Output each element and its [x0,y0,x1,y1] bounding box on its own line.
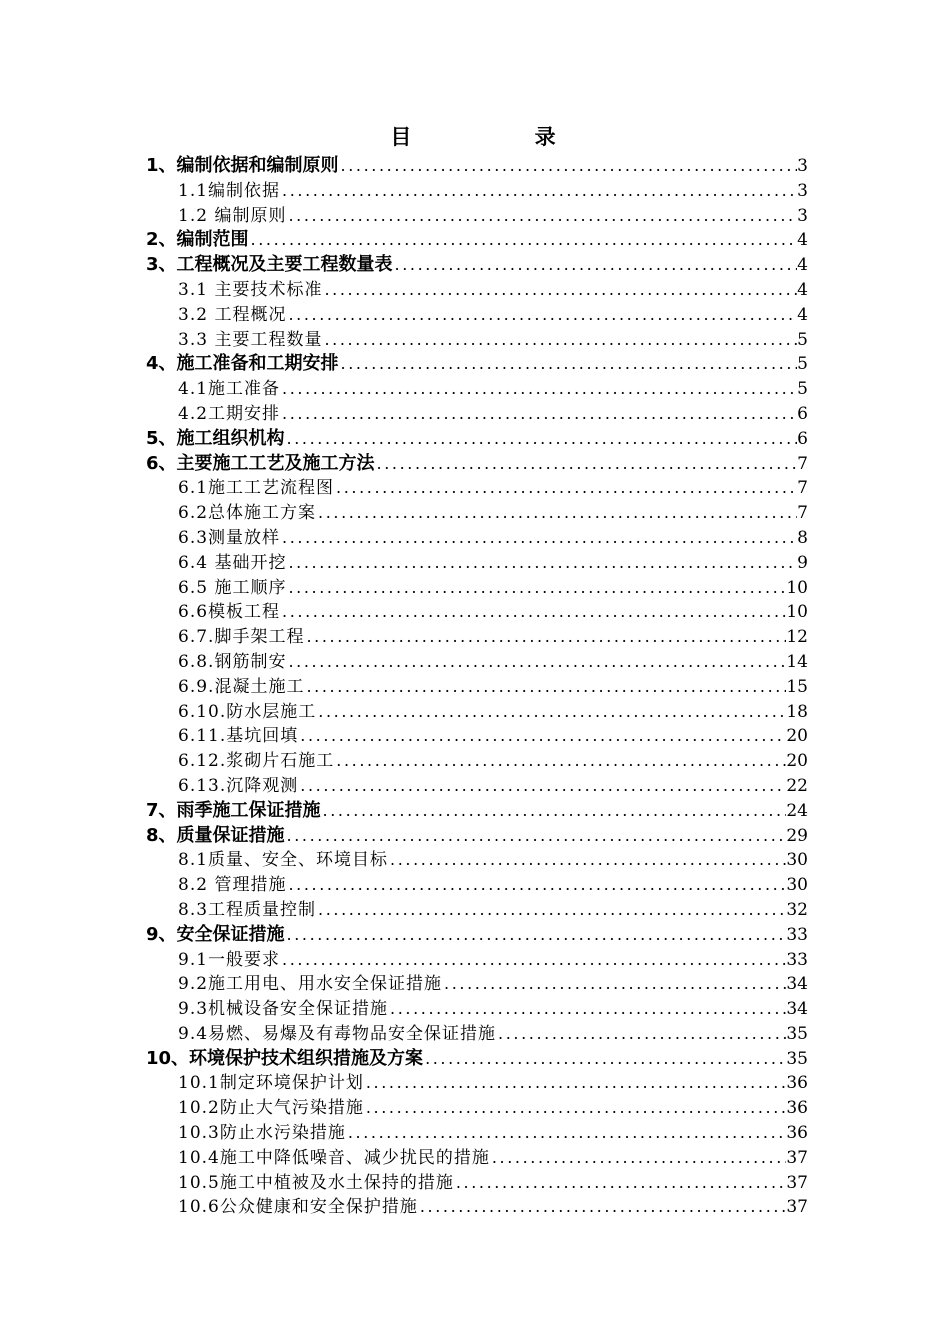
toc-entry-subsection[interactable] [146,1121,808,1146]
toc-entry-subsection[interactable] [146,1171,808,1196]
toc-dot-leader [286,303,797,328]
toc-dot-leader [304,675,786,700]
toc-entry-label: 10.6公众健康和安全保护措施 [178,1197,418,1218]
toc-entry-page-number: 32 [786,899,808,920]
toc-entry-label: 6.4 基础开挖 [178,552,287,573]
toc-entry-page-number: 33 [786,949,808,970]
toc-entry-page-number: 15 [786,676,808,697]
toc-entry-label: 4、施工准备和工期安排 [146,353,339,375]
toc-entry-label: 9、安全保证措施 [146,923,285,945]
toc-entry-page-number: 12 [786,627,808,648]
toc-entry-label: 3.1 主要技术标准 [178,279,323,300]
toc-entry-label: 4.2工期安排 [178,403,281,424]
toc-dot-leader [346,1121,787,1146]
toc-entry-subsection[interactable] [146,278,808,303]
toc-dot-leader [316,700,786,725]
toc-dot-leader [334,476,797,501]
toc-dot-leader [280,600,786,625]
toc-entry-subsection[interactable] [146,551,808,576]
toc-entry-subsection[interactable] [146,576,808,601]
toc-entry-subsection[interactable] [146,848,808,873]
toc-entry-page-number: 24 [786,800,808,821]
toc-entry-section[interactable] [146,154,808,179]
toc-entry-page-number: 7 [797,503,808,524]
toc-entry-page-number: 3 [797,205,808,226]
toc-page [146,120,808,1220]
toc-entry-label: 6、主要施工工艺及施工方法 [146,452,375,474]
toc-entry-subsection[interactable] [146,1195,808,1220]
toc-dot-leader [364,1071,787,1096]
toc-entry-page-number: 8 [797,527,808,548]
toc-dot-leader [393,253,798,278]
toc-entry-page-number: 7 [797,478,808,499]
toc-entry-subsection[interactable] [146,1146,808,1171]
toc-dot-leader [280,402,797,427]
toc-entry-label: 3、工程概况及主要工程数量表 [146,254,393,276]
toc-dot-leader [322,278,797,303]
toc-entry-page-number: 29 [786,825,808,846]
toc-entry-subsection[interactable] [146,997,808,1022]
toc-entry-subsection[interactable] [146,724,808,749]
toc-dot-leader [321,799,787,824]
toc-entry-section[interactable] [146,799,808,824]
toc-entry-label: 3.2 工程概况 [178,304,287,325]
toc-entry-label: 1.2 编制原则 [178,205,287,226]
toc-entry-subsection[interactable] [146,700,808,725]
toc-dot-leader [280,526,797,551]
toc-entry-label: 6.1施工工艺流程图 [178,478,335,499]
toc-entry-page-number: 4 [797,255,808,276]
toc-entry-subsection[interactable] [146,873,808,898]
toc-entry-section[interactable] [146,1047,808,1072]
toc-dot-leader [454,1171,787,1196]
toc-entry-label: 9.1一般要求 [178,949,281,970]
toc-entry-subsection[interactable] [146,774,808,799]
toc-entry-label: 1、编制依据和编制原则 [146,155,339,176]
toc-dot-leader [490,1146,787,1171]
toc-entry-page-number: 10 [786,602,808,623]
toc-dot-leader [298,724,786,749]
toc-entry-label: 1.1编制依据 [178,180,281,201]
toc-entry-page-number: 5 [797,379,808,400]
toc-entry-page-number: 9 [797,552,808,573]
toc-entry-subsection[interactable] [146,204,808,229]
toc-entry-label: 9.3机械设备安全保证措施 [178,999,389,1020]
toc-entry-page-number: 4 [797,279,808,300]
toc-entry-page-number: 6 [797,403,808,424]
toc-entry-subsection[interactable] [146,179,808,204]
toc-dot-leader [286,873,786,898]
toc-dot-leader [339,352,798,377]
toc-entry-subsection[interactable] [146,476,808,501]
toc-entry-section[interactable] [146,452,808,477]
toc-entry-page-number: 35 [786,1048,808,1069]
toc-entry-page-number: 33 [786,924,808,945]
toc-entry-page-number: 37 [786,1147,808,1168]
toc-entry-label: 6.5 施工顺序 [178,577,287,598]
toc-entry-page-number: 30 [786,875,808,896]
toc-entry-label: 10.2防止大气污染措施 [178,1098,364,1119]
toc-entry-label: 10.3防止水污染措施 [178,1123,346,1144]
toc-dot-leader [364,1096,787,1121]
toc-entry-subsection[interactable] [146,303,808,328]
toc-entry-label: 6.8.钢筋制安 [178,651,287,672]
toc-entry-section[interactable] [146,228,808,253]
toc-entry-subsection[interactable] [146,600,808,625]
toc-dot-leader [286,551,797,576]
toc-dot-leader [334,749,786,774]
toc-dot-leader [280,179,797,204]
toc-entry-label: 9.2施工用电、用水安全保证措施 [178,974,443,995]
toc-dot-leader [496,1022,786,1047]
toc-dot-leader [286,650,786,675]
toc-entry-subsection[interactable] [146,625,808,650]
toc-dot-leader [285,427,798,452]
toc-dot-leader [316,898,786,923]
toc-entry-section[interactable] [146,923,808,948]
toc-entry-label: 6.9.混凝土施工 [178,676,305,697]
toc-entry-label: 8.1质量、安全、环境目标 [178,850,389,871]
toc-entry-page-number: 18 [786,701,808,722]
toc-entry-page-number: 14 [786,651,808,672]
toc-entry-label: 8.3工程质量控制 [178,899,317,920]
toc-dot-leader [316,501,797,526]
toc-dot-leader [249,228,798,253]
toc-entry-section[interactable] [146,427,808,452]
toc-entry-page-number: 36 [786,1098,808,1119]
toc-entry-page-number: 36 [786,1073,808,1094]
toc-entry-subsection[interactable] [146,675,808,700]
toc-entry-label: 5、施工组织机构 [146,427,285,449]
toc-entry-subsection[interactable] [146,402,808,427]
toc-title: 目 录 [390,124,614,149]
toc-entry-page-number: 37 [786,1172,808,1193]
toc-entry-subsection[interactable] [146,526,808,551]
toc-entry-page-number: 7 [797,453,808,474]
toc-entry-label: 9.4易燃、易爆及有毒物品安全保证措施 [178,1023,497,1044]
toc-dot-leader [388,997,786,1022]
toc-entry-subsection[interactable] [146,377,808,402]
toc-entry-label: 3.3 主要工程数量 [178,329,323,350]
toc-entry-label: 4.1施工准备 [178,379,281,400]
toc-entry-subsection[interactable] [146,328,808,353]
toc-entry-label: 8.2 管理措施 [178,875,287,896]
toc-entry-label: 8、质量保证措施 [146,824,285,846]
toc-entry-section[interactable] [146,352,808,377]
toc-entry-label: 6.2总体施工方案 [178,503,317,524]
toc-entry-label: 7、雨季施工保证措施 [146,799,321,821]
toc-entry-page-number: 5 [797,329,808,350]
toc-entry-subsection[interactable] [146,1022,808,1047]
toc-dot-leader [388,848,786,873]
toc-entry-section[interactable] [146,253,808,278]
toc-dot-leader [339,154,798,179]
toc-entry-label: 6.10.防水层施工 [178,701,317,722]
toc-entry-subsection[interactable] [146,650,808,675]
toc-entry-subsection[interactable] [146,749,808,774]
toc-dot-leader [285,923,787,948]
toc-entry-page-number: 34 [786,974,808,995]
toc-entry-subsection[interactable] [146,1096,808,1121]
toc-dot-leader [423,1047,786,1072]
toc-entry-label: 6.13.沉降观测 [178,775,299,796]
toc-entry-subsection[interactable] [146,898,808,923]
toc-dot-leader [286,204,797,229]
toc-entry-page-number: 4 [797,304,808,325]
toc-entry-subsection[interactable] [146,1071,808,1096]
toc-entry-label: 2、编制范围 [146,229,249,251]
toc-entry-label: 6.11.基坑回填 [178,726,299,747]
toc-dot-leader [280,377,797,402]
toc-entry-subsection[interactable] [146,948,808,973]
toc-entry-page-number: 6 [797,428,808,449]
toc-entry-page-number: 3 [797,156,808,176]
toc-entry-page-number: 37 [786,1197,808,1218]
toc-entry-subsection[interactable] [146,972,808,997]
toc-dot-leader [304,625,786,650]
toc-entry-page-number: 35 [786,1023,808,1044]
toc-entry-page-number: 34 [786,999,808,1020]
toc-entry-label: 6.3测量放样 [178,527,281,548]
toc-entry-page-number: 20 [786,751,808,772]
toc-dot-leader [280,948,786,973]
toc-dot-leader [286,576,786,601]
toc-dot-leader [298,774,786,799]
toc-entry-page-number: 3 [797,180,808,201]
toc-dot-leader [418,1195,787,1220]
toc-entry-page-number: 10 [786,577,808,598]
toc-entry-page-number: 22 [786,775,808,796]
toc-entry-label: 10.4施工中降低噪音、减少扰民的措施 [178,1147,490,1168]
toc-dot-leader [285,824,787,849]
toc-entry-label: 10.5施工中植被及水土保持的措施 [178,1172,454,1193]
toc-entry-page-number: 5 [797,354,808,375]
toc-list [146,154,808,1220]
toc-entry-subsection[interactable] [146,501,808,526]
toc-entry-label: 10、环境保护技术组织措施及方案 [146,1047,424,1069]
toc-entry-label: 10.1制定环境保护计划 [178,1073,364,1094]
toc-entry-page-number: 20 [786,726,808,747]
toc-entry-label: 6.7.脚手架工程 [178,627,305,648]
toc-entry-label: 6.6模板工程 [178,602,281,623]
toc-dot-leader [442,972,786,997]
toc-entry-label: 6.12.浆砌片石施工 [178,751,335,772]
toc-entry-page-number: 30 [786,850,808,871]
toc-entry-page-number: 4 [797,230,808,251]
toc-entry-section[interactable] [146,824,808,849]
toc-dot-leader [322,328,797,353]
toc-dot-leader [375,452,798,477]
toc-entry-page-number: 36 [786,1123,808,1144]
